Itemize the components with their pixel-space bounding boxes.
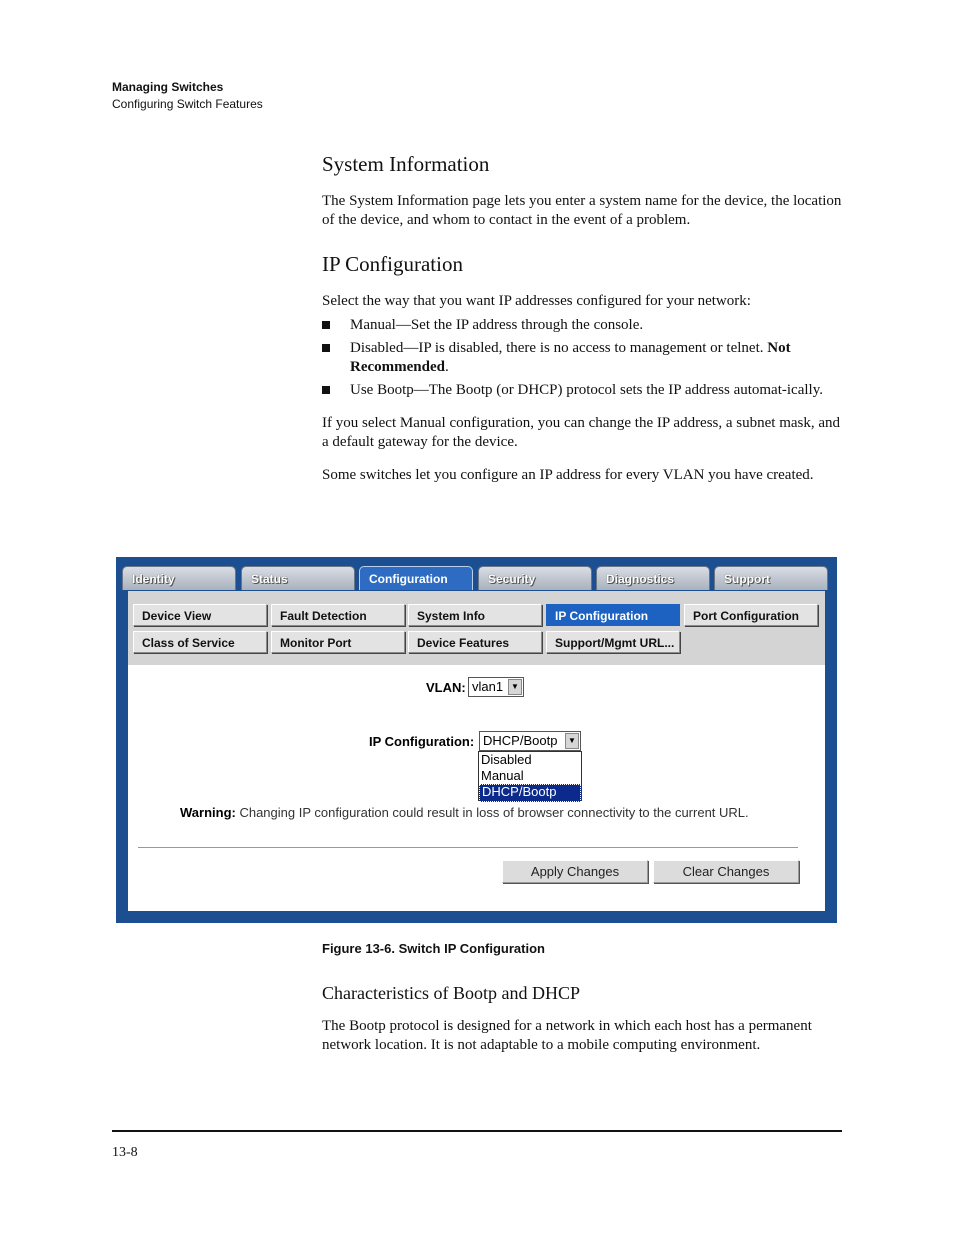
subnav-system-info[interactable]: System Info xyxy=(408,604,542,626)
option-disabled[interactable]: Disabled xyxy=(481,752,532,767)
bullet-icon xyxy=(322,386,330,394)
ip-configuration-options xyxy=(478,751,582,801)
running-header-subtitle: Configuring Switch Features xyxy=(112,97,263,111)
apply-changes-button[interactable]: Apply Changes xyxy=(502,860,648,883)
bullet-icon xyxy=(322,321,330,329)
vlan-select[interactable]: vlan1 ▼ xyxy=(468,677,524,697)
list-item: Manual—Set the IP address through the console. xyxy=(322,316,844,335)
ip-config-section xyxy=(322,252,844,485)
tab-identity[interactable]: Identity xyxy=(122,566,236,590)
tab-support[interactable]: Support xyxy=(714,566,828,590)
ip-configuration-select[interactable]: DHCP/Bootp ▼ xyxy=(479,731,581,751)
tab-configuration[interactable]: Configuration xyxy=(359,566,473,590)
tab-status[interactable]: Status xyxy=(241,566,355,590)
ip-config-intro: Select the way that you want IP addresses configured for your network: xyxy=(322,293,751,309)
footer-divider xyxy=(112,1130,842,1132)
subnav-monitor-port[interactable]: Monitor Port xyxy=(271,631,405,653)
warning-message: Warning: Changing IP configuration could result in loss of browser connectivity to the current URL. xyxy=(180,805,749,820)
option-manual[interactable]: Manual xyxy=(481,768,524,783)
list-item: Use Bootp—The Bootp (or DHCP) protocol sets the IP address automat-ically. xyxy=(322,381,844,400)
switch-ui-screenshot xyxy=(116,557,837,923)
system-info-section xyxy=(322,152,844,230)
subnav-fault-detection[interactable]: Fault Detection xyxy=(271,604,405,626)
option-dhcp-bootp[interactable]: DHCP/Bootp xyxy=(479,784,581,802)
system-info-body: The System Information page lets you enter a system name for the device, the location of the device, and whom to contact in the event of a problem. xyxy=(322,193,842,228)
configuration-panel xyxy=(128,591,825,911)
ip-configuration-label: IP Configuration: xyxy=(369,734,475,749)
bootp-section xyxy=(322,983,844,1055)
ip-config-bullets xyxy=(322,316,844,400)
config-subnav xyxy=(128,591,825,665)
vlan-label: VLAN: xyxy=(426,680,466,695)
ip-config-heading: IP Configuration xyxy=(322,252,463,276)
list-item: Disabled—IP is disabled, there is no access to management or telnet. Not Recommended. xyxy=(322,339,844,377)
subnav-device-view[interactable]: Device View xyxy=(133,604,267,626)
subnav-port-configuration[interactable]: Port Configuration xyxy=(684,604,818,626)
ip-config-para-vlan: Some switches let you configure an IP address for every VLAN you have created. xyxy=(322,467,814,483)
running-header-title: Managing Switches xyxy=(112,80,224,94)
dropdown-arrow-icon[interactable]: ▼ xyxy=(508,679,522,695)
system-info-heading: System Information xyxy=(322,152,490,176)
tab-diagnostics[interactable]: Diagnostics xyxy=(596,566,710,590)
subnav-support-mgmt-url[interactable]: Support/Mgmt URL... xyxy=(546,631,680,653)
subnav-ip-configuration[interactable]: IP Configuration xyxy=(546,604,680,626)
clear-changes-button[interactable]: Clear Changes xyxy=(653,860,799,883)
subnav-class-of-service[interactable]: Class of Service xyxy=(133,631,267,653)
bootp-body: The Bootp protocol is designed for a network in which each host has a permanent network location. It is not adaptable to a mobile computing environment. xyxy=(322,1018,812,1053)
dropdown-arrow-icon[interactable]: ▼ xyxy=(565,733,579,749)
subnav-device-features[interactable]: Device Features xyxy=(408,631,542,653)
bootp-heading: Characteristics of Bootp and DHCP xyxy=(322,983,580,1003)
ip-config-para-manual: If you select Manual configuration, you can change the IP address, a subnet mask, and a default gateway for the device. xyxy=(322,415,841,450)
divider xyxy=(138,847,798,849)
page-number: 13-8 xyxy=(112,1145,138,1160)
tab-security[interactable]: Security xyxy=(478,566,592,590)
figure-caption: Figure 13-6. Switch IP Configuration xyxy=(322,941,545,956)
bullet-icon xyxy=(322,344,330,352)
